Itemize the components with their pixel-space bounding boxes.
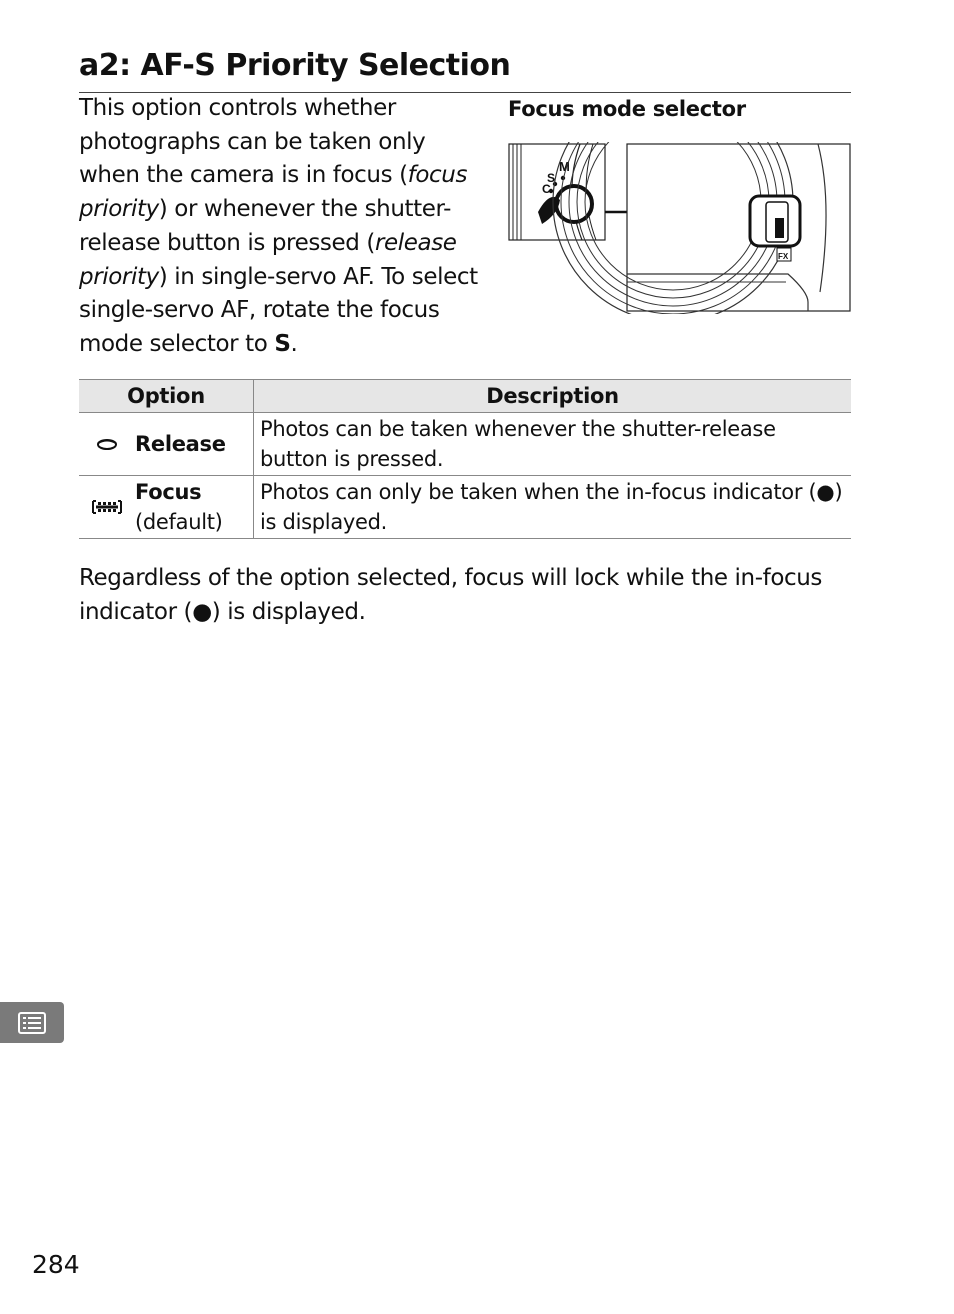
table-row xyxy=(79,476,851,539)
header-description: Description xyxy=(254,380,852,413)
header-option: Option xyxy=(79,380,254,413)
option-cell xyxy=(79,413,254,476)
label-fx: FX xyxy=(778,252,789,261)
custom-settings-tab[interactable] xyxy=(0,1002,64,1043)
focus-priority-icon xyxy=(79,498,135,516)
option-description: Photos can only be taken when the in-focus indicator (●) is displayed. xyxy=(254,476,852,539)
focus-mode-selector-figure xyxy=(508,142,853,318)
page-number: 284 xyxy=(32,1250,80,1279)
option-cell xyxy=(79,476,254,539)
option-label: Focus xyxy=(135,480,202,504)
custom-settings-menu-icon xyxy=(17,1011,47,1035)
option-default-note: (default) xyxy=(135,510,223,534)
release-priority-icon xyxy=(79,437,135,451)
table-header-row xyxy=(79,380,851,413)
selector-closeup xyxy=(509,144,605,240)
label-c: C xyxy=(542,182,551,196)
focus-lock-note: Regardless of the option selected, focus will lock while the in-focus indicator (●) is displayed. xyxy=(79,565,822,625)
option-description: Photos can be taken whenever the shutter-release button is pressed. xyxy=(254,413,852,476)
intro-paragraph: This option controls whether photographs can be taken only when the camera is in focus (focus priority) or whenever the shutter-release button is pressed (release priority) in single-servo AF. To select single-servo AF, rotate the focus mode selector to S. xyxy=(79,95,478,357)
figure-caption: Focus mode selector xyxy=(508,97,746,121)
page-title: a2: AF-S Priority Selection xyxy=(79,46,851,93)
label-m: M xyxy=(559,159,570,174)
label-s: S xyxy=(547,171,556,185)
options-table xyxy=(79,379,851,539)
table-row xyxy=(79,413,851,476)
option-label: Release xyxy=(135,432,226,456)
